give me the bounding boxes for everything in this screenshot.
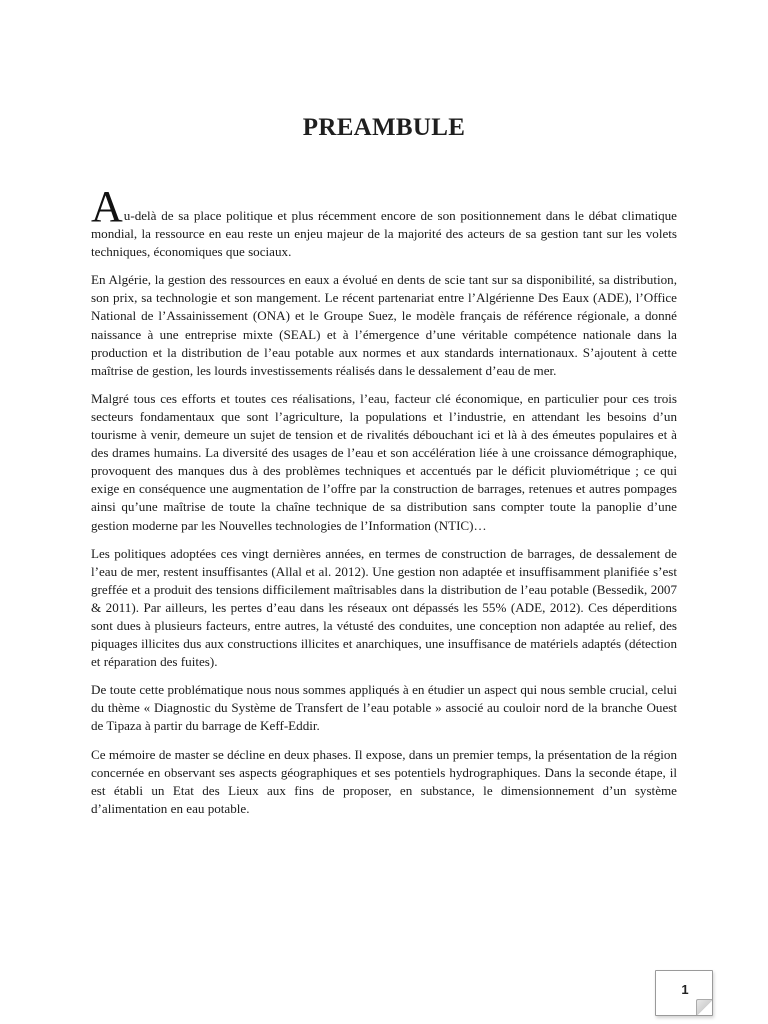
paragraph-4: Les politiques adoptées ces vingt dernières années, en termes de construction de barrages, de dessalement de l’eau de mer, restent insuffisantes (Allal et al. 2012). Une gestion non adaptée et insuffisamment planifiée s’est greffée et a produit des tensions difficilement maîtrisables dans la distribution de l’eau potable (Bessedik, 2007 & 2011). Par ailleurs, les pertes d’eau dans les réseaux ont dépassés les 55% (ADE, 2012). Ces déperditions sont dues à plusieurs facteurs, entre autres, la vétusté des conduites, une conception non adaptée au relief, des piquages illicites dus aux constructions illicites et anarchiques, une insuffisance de matériels adaptés (détection et réparation des fuites). — [91, 545, 677, 670]
drop-cap: A — [91, 182, 123, 231]
body-text — [91, 182, 677, 828]
page-number: 1 — [681, 982, 689, 997]
page-title: PREAMBULE — [302, 114, 466, 141]
paragraph-2: En Algérie, la gestion des ressources en eaux a évolué en dents de scie tant sur sa disponibilité, sa distribution, son prix, sa technologie et son mangement. Le récent partenariat entre l’Algérienne Des Eaux (ADE), l’Office National de l’Assainissement (ONA) et le Groupe Suez, le modèle français de référence régionale, a donné naissance à une entreprise mixte (SEAL) et à l’émergence d’une véritable compétence nationale dans la production et la distribution de l’eau potable aux normes et aux standards internationaux. S’ajoutent à cette maîtrise de gestion, les lourds investissements réalisés dans le dessalement d’eau de mer. — [91, 272, 677, 378]
paragraph-1 — [91, 182, 677, 261]
page-number-box — [655, 970, 713, 1016]
paragraph-3: Malgré tous ces efforts et toutes ces réalisations, l’eau, facteur clé économique, en particulier pour ces trois secteurs fondamentaux que sont l’agriculture, la populations et l’industrie, en attendant les besoins d’un tourisme à venir, demeure un sujet de tension et de rivalités débouchant ici et là à des émeutes populaires et à des drames humains. La diversité des usages de l’eau et son accélération liée à une croissance démographique, provoquent des manques dus à des problèmes techniques et accentués par le déficit pluviométrique ; ce qui exige en conséquence une augmentation de l’offre par la construction de barrages, retenues et autres pompages ainsi qu’une maîtrise de toute la chaîne technique de sa distribution sans compter toute la panoplie d’une gestion moderne par les Nouvelles technologies de l’Information (NTIC)… — [91, 390, 677, 533]
paragraph-1-text: u-delà de sa place politique et plus récemment encore de son positionnement dans le débat climatique mondial, la ressource en eau reste un enjeu majeur de la majorité des acteurs de sa gestion tant sur les volets techniques, économiques que sociaux. — [91, 208, 677, 260]
paragraph-5: De toute cette problématique nous nous sommes appliqués à en étudier un aspect qui nous semble crucial, celui du thème « Diagnostic du Système de Transfert de l’eau potable » associé au couloir nord de la branche Ouest de Tipaza à partir du barrage de Keff-Eddir. — [91, 682, 677, 734]
paragraph-6: Ce mémoire de master se décline en deux phases. Il expose, dans un premier temps, la présentation de la région concernée en observant ses aspects géographiques et ses potentiels hydrographiques. Dans la seconde étape, il est établi un Etat des Lieux aux fins de proposer, en substance, le dimensionnement d’un système d’alimentation en eau potable. — [91, 746, 677, 816]
